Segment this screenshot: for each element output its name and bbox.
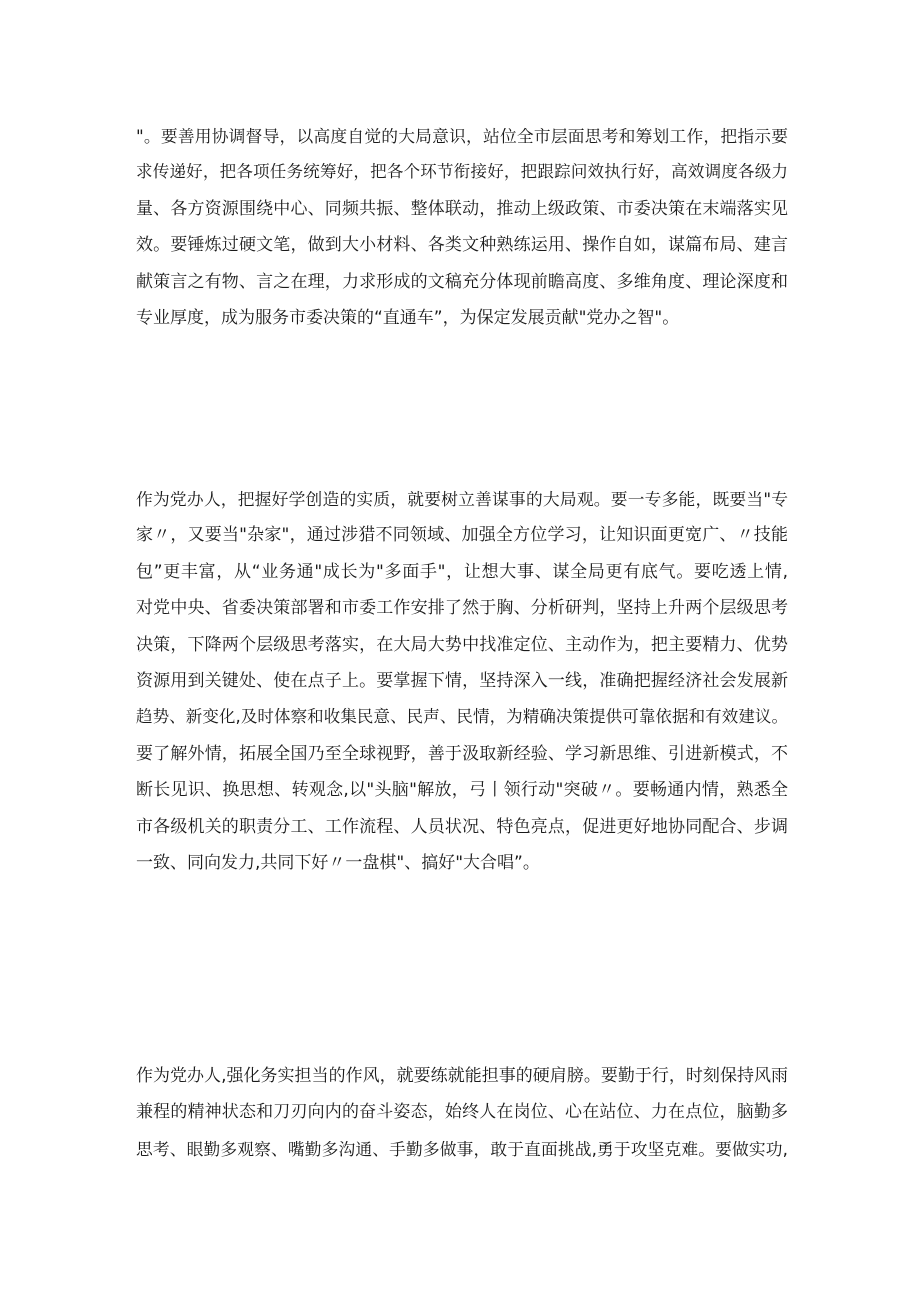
paragraph-1 [136,118,788,336]
text-line: 作为党办人，把握好学创造的实质，就要树立善谋事的大局观。要一专多能，既要当"专 [136,489,788,509]
paragraph-3 [136,1058,788,1167]
text-line: 效。要锤炼过硬文笔，做到大小材料、各类文种熟练运用、操作自如，谋篇布局、建言 [136,235,788,256]
text-line: 趋势、新变化,及时体察和收集民意、民声、民情，为精确决策提供可靠依据和有效建议。 [136,707,788,727]
text-line: 市各级机关的职责分工、工作流程、人员状况、特色亮点，促进更好地协同配合、步调 [136,816,788,837]
text-line: 量、各方资源围绕中心、同频共振、整体联动，推动上级政策、市委决策在末端落实见 [136,198,788,219]
text-line: 献策言之有物、言之在理，力求形成的文稿充分体现前瞻高度、多维角度、理论深度和 [136,271,788,292]
text-line: 求传递好，把各项任务统筹好，把各个环节衔接好，把跟踪问效执行好，高效调度各级力 [136,162,788,182]
text-line: 断长见识、换思想、转观念,以"头脑"解放，弓丨领行动"突破〃。要畅通内情，熟悉全 [136,780,788,801]
text-line: 对党中央、省委决策部署和市委工作安排了然于胸、分析研判，坚持上升两个层级思考 [136,598,788,619]
paragraph-2 [136,481,788,881]
text-line: 兼程的精神状态和刀刃向内的奋斗姿态，始终人在岗位、心在站位、力在点位，脑勤多 [136,1102,788,1123]
text-line: 包”更丰富，从“业务通"成长为"多面手"，让想大事、谋全局更有底气。要吃透上情, [136,561,788,582]
text-line: 作为党办人,强化务实担当的作风，就要练就能担事的硬肩膀。要勤于行，时刻保持风雨 [136,1066,788,1086]
text-line: 家〃，又要当"杂家"，通过涉猎不同领域、加强全方位学习，让知识面更宽广、〃技能 [136,525,788,546]
text-line-last: 一致、同向发力,共同下好〃一盘棋"、搞好"大合唱”。 [136,852,540,873]
text-line: 资源用到关键处、使在点子上。要掌握下情，坚持深入一线，准确把握经济社会发展新 [136,670,788,691]
text-line: 要了解外情，拓展全国乃至全球视野，善于汲取新经验、学习新思维、引进新模式，不 [136,743,788,764]
text-line: 决策，下降两个层级思考落实，在大局大势中找准定位、主动作为，把主要精力、优势 [136,634,788,655]
text-line: 思考、眼勤多观察、嘴勤多沟通、手勤多做事，敢于直面挑战,勇于攻坚克难。要做实功, [136,1138,788,1159]
text-line: "。要善用协调督导，以高度自觉的大局意识，站位全市层面思考和筹划工作，把指示要 [136,126,788,146]
text-line-last: 专业厚度，成为服务市委决策的“直通车”，为保定发展贡献"党办之智"。 [136,307,680,328]
